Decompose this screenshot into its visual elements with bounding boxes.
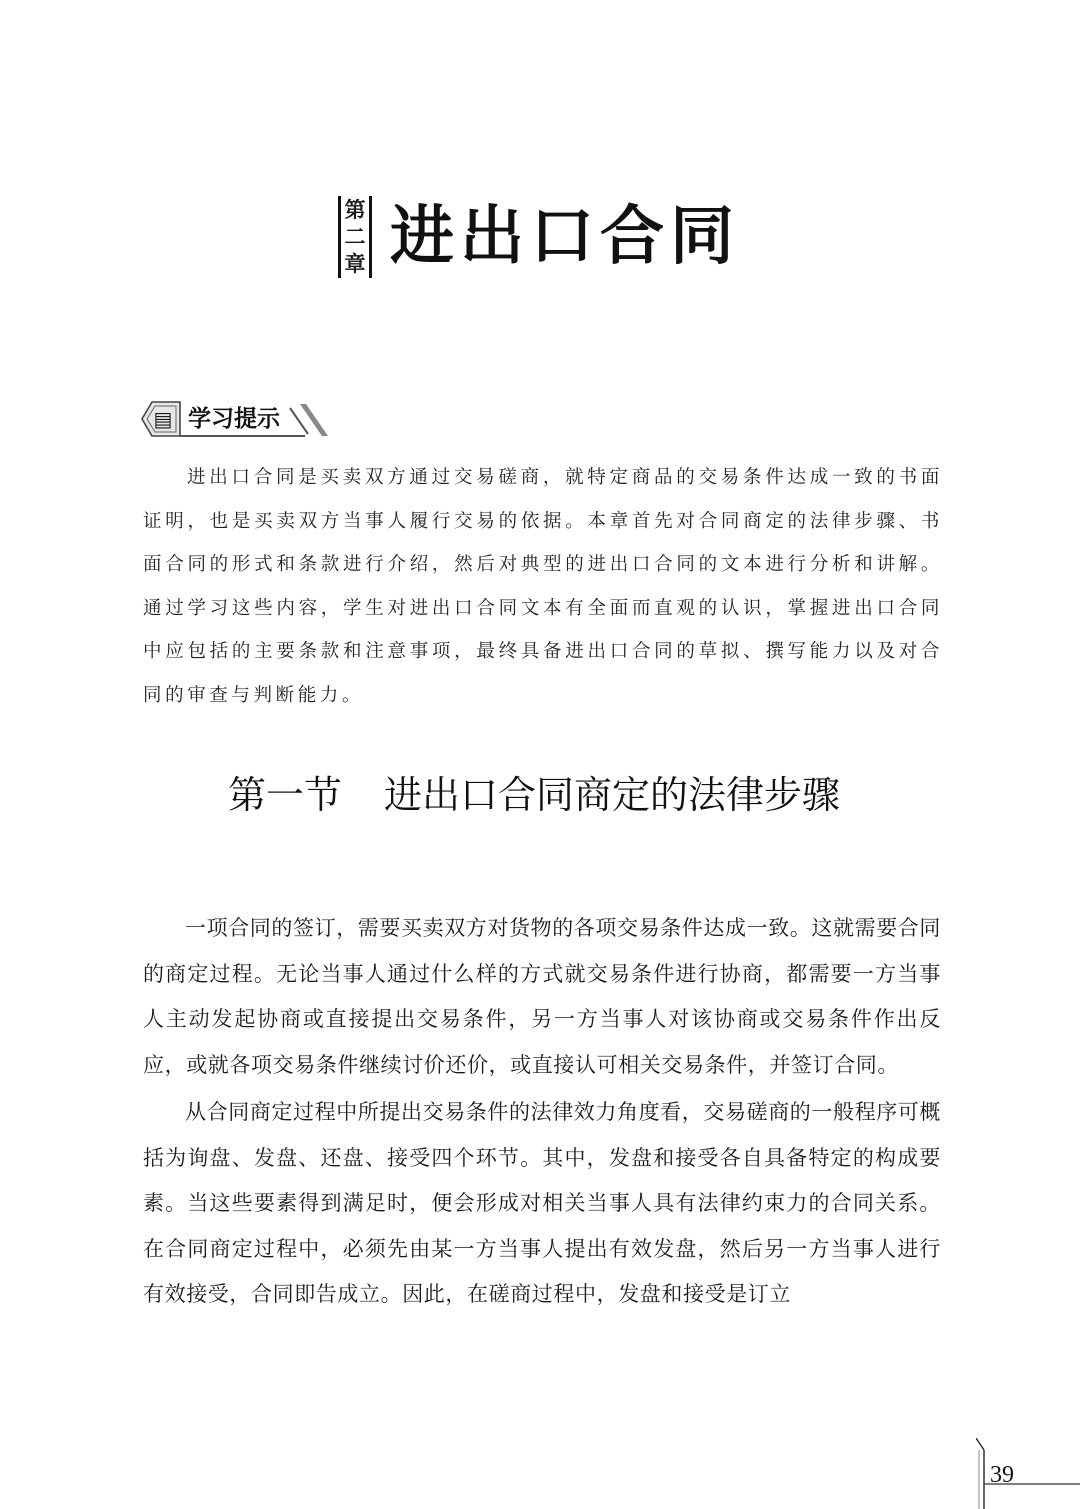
study-tip-label: 学习提示 xyxy=(188,406,280,432)
chapter-title: 进出口合同 xyxy=(390,200,740,274)
section-title: 进出口合同商定的法律步骤 xyxy=(384,773,841,817)
chapter-number-label xyxy=(338,196,372,278)
chapter-heading xyxy=(338,196,740,278)
paragraph: 从合同商定过程中所提出交易条件的法律效力角度看，交易磋商的一般程序可概括为询盘、发盘、还盘、接受四个环节。其中，发盘和接受各自具备特定的构成要素。当这些要素得到满足时，便会形成对相关当事人具有法律约束力的合同关系。在合同商定过程中，必须先由某一方当事人提出有效发盘，然后另一方当事人进行有效接受，合同即告成立。因此，在磋商过程中，发盘和接受是订立 xyxy=(143,1100,941,1306)
chapter-label-char: 第 xyxy=(344,198,366,222)
body-text xyxy=(143,906,941,1320)
section-number: 第一节 xyxy=(228,773,343,817)
section-heading xyxy=(228,768,840,822)
paragraph: 一项合同的签订，需要买卖双方对货物的各项交易条件达成一致。这就需要合同的商定过程。无论当事人通过什么样的方式就交易条件进行协商，都需要一方当事人主动发起协商或直接提出交易条件，另一方当事人对该协商或交易条件作出反应，或就各项交易条件继续讨价还价，或直接认可相关交易条件，并签订合同。 xyxy=(143,916,941,1077)
study-tip-body: 进出口合同是买卖双方通过交易磋商，就特定商品的交易条件达成一致的书面证明，也是买卖双方当事人履行交易的依据。本章首先对合同商定的法律步骤、书面合同的形式和条款进行介绍，然后对典型的进出口合同的文本进行分析和讲解。通过学习这些内容，学生对进出口合同文本有全面而直观的认识，掌握进出口合同中应包括的主要条款和注意事项，最终具备进出口合同的草拟、撰写能力以及对合同的审查与判断能力。 xyxy=(143,467,943,706)
chapter-label-char: 二 xyxy=(344,225,366,249)
page-number: 39 xyxy=(990,1462,1014,1488)
study-tip-header xyxy=(140,398,330,440)
book-icon: ▤ xyxy=(153,407,173,431)
chapter-label-char: 章 xyxy=(344,252,366,276)
